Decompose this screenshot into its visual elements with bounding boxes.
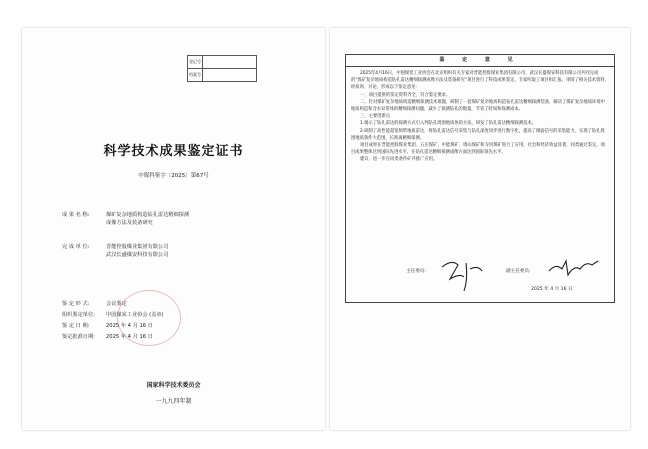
registration-box [187, 55, 257, 82]
opinion-date: 2025 年 4 月 16 日 [531, 287, 573, 292]
field-value: 中国煤炭工业协会 (盖章) [106, 312, 164, 318]
vice-chair-signature [546, 255, 601, 283]
field-value: 会议鉴定 [106, 301, 127, 307]
box-label: 档案号 [188, 69, 203, 82]
field-label: 鉴 定 形 式: [62, 301, 90, 307]
official-seal [117, 290, 181, 346]
box-value [203, 56, 257, 69]
issuing-committee: 国家科学技术委员会 [146, 382, 201, 389]
opinion-paragraph: 1.揭示了钻孔雷达的探测方式引入判钻孔周围地质体的方法，研发了钻孔雷达精细探测技术。 [360, 121, 536, 127]
field-completing-unit [62, 243, 168, 259]
opinion-paragraph: 项目成果在晋能控股煤业集团、五庄煤矿、中能煤矿、塔山煤矿和寺河煤矿进行了应用，社会和经济效益显著，同类通过鉴定。项目成果整体达到国际先进水平，在钻孔雷达精细探测成像方面达到国际领先水平。 [351, 143, 605, 156]
opinion-paragraph: 二、针对煤矿复杂地质构造精细探测技术难题，研制了一套煤矿复杂地质构造钻孔雷达精细探测装备，解决了煤矿复杂地质环境中地质构造和含水异常体的精细探测问题，减少了探测钻孔的数量，节省了时间和探测成本。 [351, 99, 605, 113]
opinion-paragraph: 2.研制了高性能超宽频带地质雷达，将钻孔雷达信号采集与钻孔深度同步进行数字化，提高了微弱信号的采集能力，实现了钻孔周围地质条件大范围、长距离精细探测。 [351, 128, 605, 141]
field-value: 晋能控股煤业集团有限公司 [106, 244, 169, 250]
opinion-frame [345, 54, 615, 303]
opinion-paragraph: 三、主要创新点 [360, 114, 391, 120]
opinion-paragraph: 2025年4月16日，中国煤炭工业协会在北京组织有关专家对晋能控股煤业集团有限公司、武汉长盛煤安科技有限公司共同完成的“煤矿复杂地质构造钻孔雷达精细探测成像方法及装备研究”项目进行了科技成果鉴定。专家听取了项目组汇报，审阅了相关技术资料，经质询、讨论，形成以下鉴定意见： [351, 71, 609, 91]
vice-chair-label: 副主任委员: [506, 269, 531, 274]
issue-year: 一九九四年制 [155, 398, 192, 405]
certificate-number: 中煤科鉴字〔2025〕第67号 [138, 173, 209, 179]
chair-label: 主任委员: [406, 269, 426, 274]
opinion-heading: 鉴 定 意 见 [346, 55, 614, 67]
opinion-paragraph: 一、项目提供的鉴定资料齐全，符合鉴定要求。 [360, 92, 451, 98]
field-value: 煤矿复杂地质构造钻孔雷达精细探测 [106, 212, 190, 218]
field-value: 成像方法及装备研究 [106, 220, 153, 226]
field-value: 2025 年 4 月 16 日 [106, 334, 153, 340]
chair-signature [438, 255, 488, 295]
certificate-title: 科学技术成果鉴定证书 [103, 144, 244, 159]
field-value: 2025 年 4 月 16 日 [106, 323, 153, 329]
appraisal-opinion-page [330, 28, 630, 430]
field-label: 组织鉴定单位: [62, 312, 95, 318]
field-value: 武汉长盛煤安科技有限公司 [106, 252, 169, 258]
field-label: 鉴 定 日 期: [62, 323, 90, 329]
opinion-paragraph: 建议：进一步在同类条件矿井推广应用。 [360, 157, 438, 163]
field-label: 成 果 名 称: [62, 212, 90, 218]
opinion-body [346, 67, 614, 167]
field-label: 完 成 单 位: [62, 244, 90, 250]
field-label: 鉴定批准日期: [62, 334, 95, 340]
certificate-cover-page [22, 28, 325, 430]
box-value [203, 69, 257, 82]
field-appraisal-form [62, 300, 127, 308]
box-label: 登记号 [188, 56, 203, 69]
field-achievement-name [62, 211, 189, 227]
